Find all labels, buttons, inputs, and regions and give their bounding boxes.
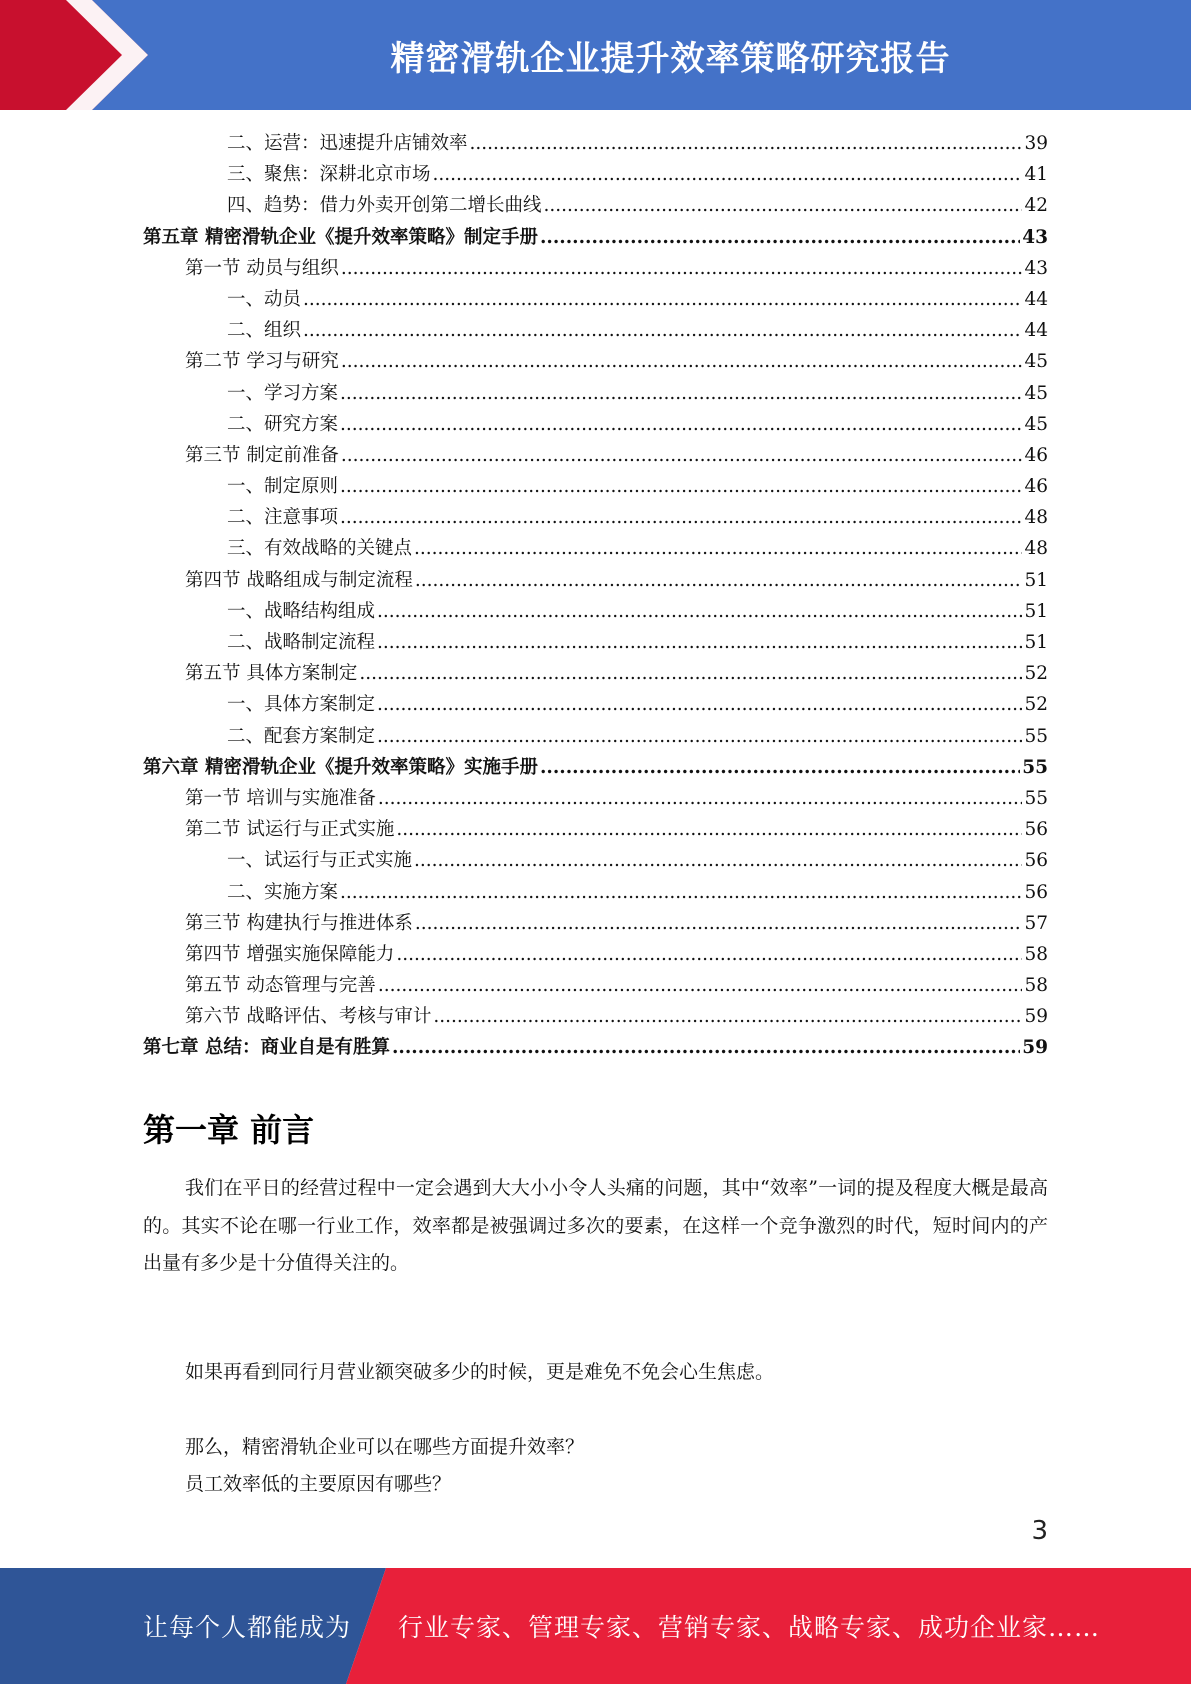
toc-dot-leader — [433, 1001, 1022, 1032]
page-footer — [0, 1568, 1191, 1684]
toc-dot-leader — [378, 783, 1023, 814]
toc-subsection-entry[interactable] — [143, 190, 1048, 221]
toc-entry-page: 52 — [1024, 663, 1048, 685]
toc-entry-page: 51 — [1024, 600, 1048, 622]
toc-entry-label: 第四节 增强实施保障能力 — [185, 943, 395, 965]
toc-entry-page: 51 — [1024, 569, 1048, 591]
toc-entry-label: 第五节 动态管理与完善 — [185, 975, 376, 997]
table-of-contents — [143, 128, 1048, 1064]
toc-entry-label: 一、战略结构组成 — [227, 600, 376, 622]
toc-dot-leader — [377, 689, 1022, 720]
toc-subsection-entry[interactable] — [143, 315, 1048, 346]
toc-subsection-entry[interactable] — [143, 471, 1048, 502]
page-number: 3 — [1031, 1516, 1048, 1546]
body-paragraph-4: 员工效率低的主要原因有哪些？ — [185, 1473, 452, 1495]
toc-dot-leader — [540, 752, 1020, 783]
toc-dot-leader — [396, 814, 1022, 845]
toc-dot-leader — [544, 190, 1023, 221]
toc-entry-page: 42 — [1024, 195, 1048, 217]
toc-entry-page: 48 — [1024, 507, 1048, 529]
toc-entry-label: 第六节 战略评估、考核与审计 — [185, 1006, 432, 1028]
toc-entry-label: 二、实施方案 — [227, 881, 339, 903]
body-paragraph-3: 那么，精密滑轨企业可以在哪些方面提升效率？ — [185, 1436, 585, 1458]
toc-entry-page: 45 — [1024, 413, 1048, 435]
toc-entry-label: 二、配套方案制定 — [227, 725, 376, 747]
toc-chapter-entry[interactable] — [143, 752, 1048, 783]
toc-entry-label: 二、组织 — [227, 320, 302, 342]
toc-dot-leader — [378, 970, 1023, 1001]
toc-entry-label: 第四节 战略组成与制定流程 — [185, 569, 413, 591]
toc-dot-leader — [414, 845, 1022, 876]
toc-section-entry[interactable] — [143, 939, 1048, 970]
toc-entry-label: 一、试运行与正式实施 — [227, 850, 413, 872]
toc-chapter-entry[interactable] — [143, 222, 1048, 253]
toc-dot-leader — [341, 253, 1023, 284]
toc-entry-page: 44 — [1024, 288, 1048, 310]
toc-entry-page: 44 — [1024, 320, 1048, 342]
toc-section-entry[interactable] — [143, 346, 1048, 377]
toc-section-entry[interactable] — [143, 253, 1048, 284]
toc-entry-page: 51 — [1024, 632, 1048, 653]
toc-dot-leader — [340, 502, 1022, 533]
toc-entry-page: 56 — [1024, 850, 1048, 872]
toc-subsection-entry[interactable] — [143, 502, 1048, 533]
toc-entry-page: 43 — [1022, 226, 1048, 248]
toc-entry-page: 39 — [1024, 133, 1048, 154]
toc-dot-leader — [415, 908, 1023, 939]
toc-entry-label: 三、有效战略的关键点 — [227, 538, 413, 560]
toc-entry-page: 48 — [1024, 538, 1048, 560]
toc-entry-label: 四、趋势：借力外卖开创第二增长曲线 — [227, 195, 542, 217]
toc-entry-label: 二、注意事项 — [227, 507, 339, 529]
toc-entry-label: 一、制定原则 — [227, 476, 339, 498]
toc-entry-page: 59 — [1022, 1037, 1048, 1059]
toc-dot-leader — [303, 315, 1022, 346]
chapter-heading: 第一章 前言 — [143, 1111, 315, 1149]
toc-section-entry[interactable] — [143, 658, 1048, 689]
toc-entry-page: 46 — [1024, 444, 1048, 466]
toc-subsection-entry[interactable] — [143, 721, 1048, 752]
toc-dot-leader — [540, 222, 1020, 253]
toc-entry-page: 52 — [1024, 694, 1048, 716]
toc-entry-page: 59 — [1024, 1006, 1048, 1028]
toc-entry-page: 58 — [1024, 943, 1048, 965]
toc-dot-leader — [359, 658, 1022, 689]
toc-subsection-entry[interactable] — [143, 378, 1048, 409]
toc-subsection-entry[interactable] — [143, 877, 1048, 908]
toc-subsection-entry[interactable] — [143, 128, 1048, 159]
toc-entry-page: 45 — [1024, 382, 1048, 404]
toc-entry-page: 57 — [1024, 912, 1048, 934]
toc-section-entry[interactable] — [143, 1001, 1048, 1032]
toc-entry-page: 55 — [1022, 756, 1048, 778]
toc-dot-leader — [377, 596, 1022, 627]
toc-subsection-entry[interactable] — [143, 284, 1048, 315]
toc-entry-label: 第一节 培训与实施准备 — [185, 787, 376, 809]
toc-entry-label: 第二节 试运行与正式实施 — [185, 819, 395, 841]
toc-dot-leader — [415, 565, 1023, 596]
page-header — [0, 0, 1191, 110]
toc-subsection-entry[interactable] — [143, 596, 1048, 627]
footer-slogan-left: 让每个人都能成为 — [143, 1613, 352, 1642]
body-paragraph-1: 我们在平日的经营过程中一定会遇到大大小小令人头痛的问题，其中“效率”一词的提及程度大概是最高的。其实不论在哪一行业工作，效率都是被强调过多次的要素，在这样一个竞争激烈的时代，短时间内的产出量有多少是十分值得关注的。 — [143, 1177, 1048, 1274]
toc-entry-page: 56 — [1024, 881, 1048, 903]
toc-entry-label: 二、研究方案 — [227, 413, 339, 435]
toc-dot-leader — [340, 471, 1022, 502]
toc-subsection-entry[interactable] — [143, 627, 1048, 658]
toc-entry-label: 第三节 构建执行与推进体系 — [185, 912, 413, 934]
toc-entry-page: 58 — [1024, 975, 1048, 997]
toc-subsection-entry[interactable] — [143, 159, 1048, 190]
toc-section-entry[interactable] — [143, 783, 1048, 814]
toc-entry-label: 第六章 精密滑轨企业《提升效率策略》实施手册 — [143, 756, 538, 778]
footer-slogan-right: 行业专家、管理专家、营销专家、战略专家、成功企业家…… — [398, 1613, 1101, 1642]
toc-dot-leader — [470, 128, 1023, 159]
toc-section-entry[interactable] — [143, 565, 1048, 596]
toc-section-entry[interactable] — [143, 970, 1048, 1001]
toc-entry-page: 45 — [1024, 351, 1048, 373]
toc-entry-label: 一、动员 — [227, 288, 302, 310]
toc-entry-label: 第五章 精密滑轨企业《提升效率策略》制定手册 — [143, 226, 538, 248]
toc-chapter-entry[interactable] — [143, 1032, 1048, 1063]
toc-dot-leader — [340, 378, 1022, 409]
toc-subsection-entry[interactable] — [143, 689, 1048, 720]
toc-entry-label: 第五节 具体方案制定 — [185, 663, 358, 685]
toc-dot-leader — [303, 284, 1022, 315]
toc-entry-page: 46 — [1024, 476, 1048, 498]
toc-dot-leader — [377, 627, 1022, 658]
toc-section-entry[interactable] — [143, 814, 1048, 845]
toc-entry-page: 55 — [1024, 787, 1048, 809]
toc-dot-leader — [396, 939, 1022, 970]
toc-dot-leader — [392, 1032, 1020, 1063]
toc-section-entry[interactable] — [143, 908, 1048, 939]
report-title: 精密滑轨企业提升效率策略研究报告 — [390, 38, 951, 79]
toc-entry-label: 三、聚焦：深耕北京市场 — [227, 164, 431, 186]
toc-subsection-entry[interactable] — [143, 409, 1048, 440]
toc-entry-label: 第七章 总结：商业自是有胜算 — [143, 1037, 390, 1059]
toc-entry-page: 41 — [1024, 164, 1048, 186]
toc-entry-label: 二、战略制定流程 — [227, 632, 376, 653]
toc-dot-leader — [341, 440, 1023, 471]
toc-entry-label: 一、具体方案制定 — [227, 694, 376, 716]
toc-dot-leader — [340, 409, 1022, 440]
toc-entry-label: 第一节 动员与组织 — [185, 257, 339, 279]
toc-dot-leader — [377, 721, 1022, 752]
toc-entry-label: 二、运营：迅速提升店铺效率 — [227, 133, 468, 154]
toc-subsection-entry[interactable] — [143, 533, 1048, 564]
toc-dot-leader — [433, 159, 1023, 190]
toc-section-entry[interactable] — [143, 440, 1048, 471]
toc-dot-leader — [414, 533, 1022, 564]
body-paragraph-2: 如果再看到同行月营业额突破多少的时候，更是难免不免会心生焦虑。 — [185, 1361, 775, 1383]
toc-entry-page: 43 — [1024, 257, 1048, 279]
toc-dot-leader — [341, 346, 1023, 377]
toc-entry-label: 第三节 制定前准备 — [185, 444, 339, 466]
toc-entry-page: 56 — [1024, 819, 1048, 841]
toc-dot-leader — [340, 877, 1022, 908]
toc-entry-label: 第二节 学习与研究 — [185, 351, 339, 373]
toc-entry-label: 一、学习方案 — [227, 382, 339, 404]
toc-entry-page: 55 — [1024, 725, 1048, 747]
toc-subsection-entry[interactable] — [143, 845, 1048, 876]
